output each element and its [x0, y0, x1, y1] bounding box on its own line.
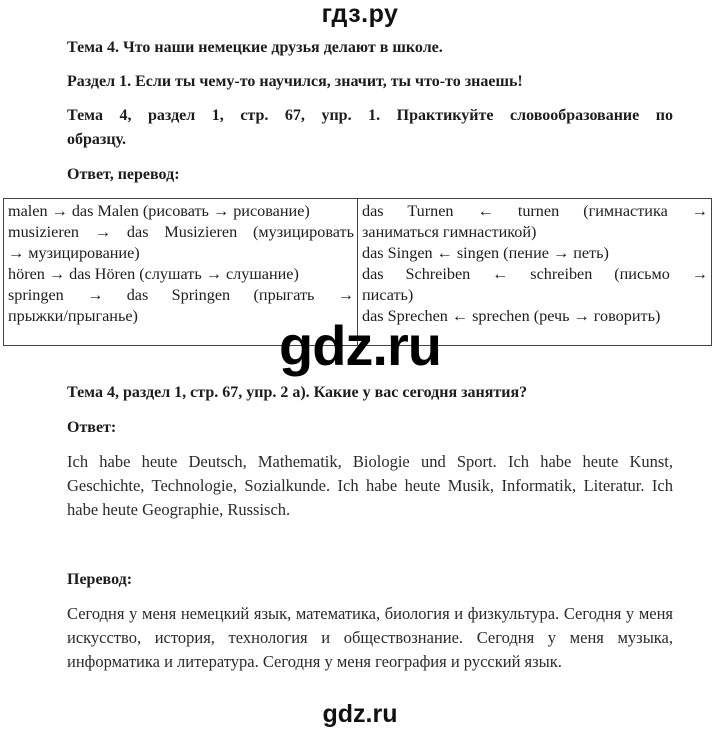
table-row: malen → das Malen (рисовать → рисование)	[8, 202, 310, 220]
answer-label: Ответ:	[67, 419, 117, 436]
table-row: springen → das Springen (прыгать →	[8, 286, 354, 304]
table-row: hören → das Hören (слушать → слушание)	[8, 265, 299, 283]
answer-paragraph: Ich habe heute Deutsch, Mathematik, Biologie und Sport. Ich habe heute Kunst, Geschichte, Technologie, Sozialkunde. Ich habe heute Musik, Informatik, Literatur. Ich habe heute Geographie, Russisch.	[67, 452, 673, 519]
translation-label: Перевод:	[67, 571, 133, 588]
table-row: das Turnen ← turnen (гимнастика →	[362, 202, 708, 220]
table-row: → музицирование)	[8, 244, 140, 262]
table-row: musizieren → das Musizieren (музицировать	[8, 223, 354, 241]
exercise1-heading-line2: образцу.	[67, 131, 126, 148]
table-row: заниматься гимнастикой)	[362, 223, 537, 241]
watermark-bottom: gdz.ru	[322, 700, 398, 728]
section-heading: Раздел 1. Если ты чему-то научился, значит, ты что-то знаешь!	[67, 73, 523, 90]
topic-heading: Тема 4. Что наши немецкие друзья делают в школе.	[67, 39, 443, 56]
table-row: прыжки/прыганье)	[8, 307, 138, 325]
translation-paragraph: Сегодня у меня немецкий язык, математика, биология и физкультура. Сегодня у меня искусство, история, технология и обществознание. Сегодня у меня музыка, информатика и литература. Сегодня у меня география и русский язык.	[67, 604, 673, 671]
answer-translation-label: Ответ, перевод:	[67, 166, 180, 183]
table-row: das Singen ← singen (пение → петь)	[362, 244, 609, 262]
watermark-middle: gdz.ru	[279, 314, 441, 377]
table-row: das Sprechen ← sprechen (речь → говорить)	[362, 307, 661, 325]
table-row: das Schreiben ← schreiben (письмо →	[362, 265, 708, 283]
table-row: писать)	[362, 286, 414, 304]
watermark-top: гдз.ру	[321, 0, 399, 28]
exercise2-heading: Тема 4, раздел 1, стр. 67, упр. 2 а). Какие у вас сегодня занятия?	[67, 384, 528, 401]
exercise1-heading-line1: Тема 4, раздел 1, стр. 67, упр. 1. Практикуйте словообразование по	[67, 107, 673, 124]
